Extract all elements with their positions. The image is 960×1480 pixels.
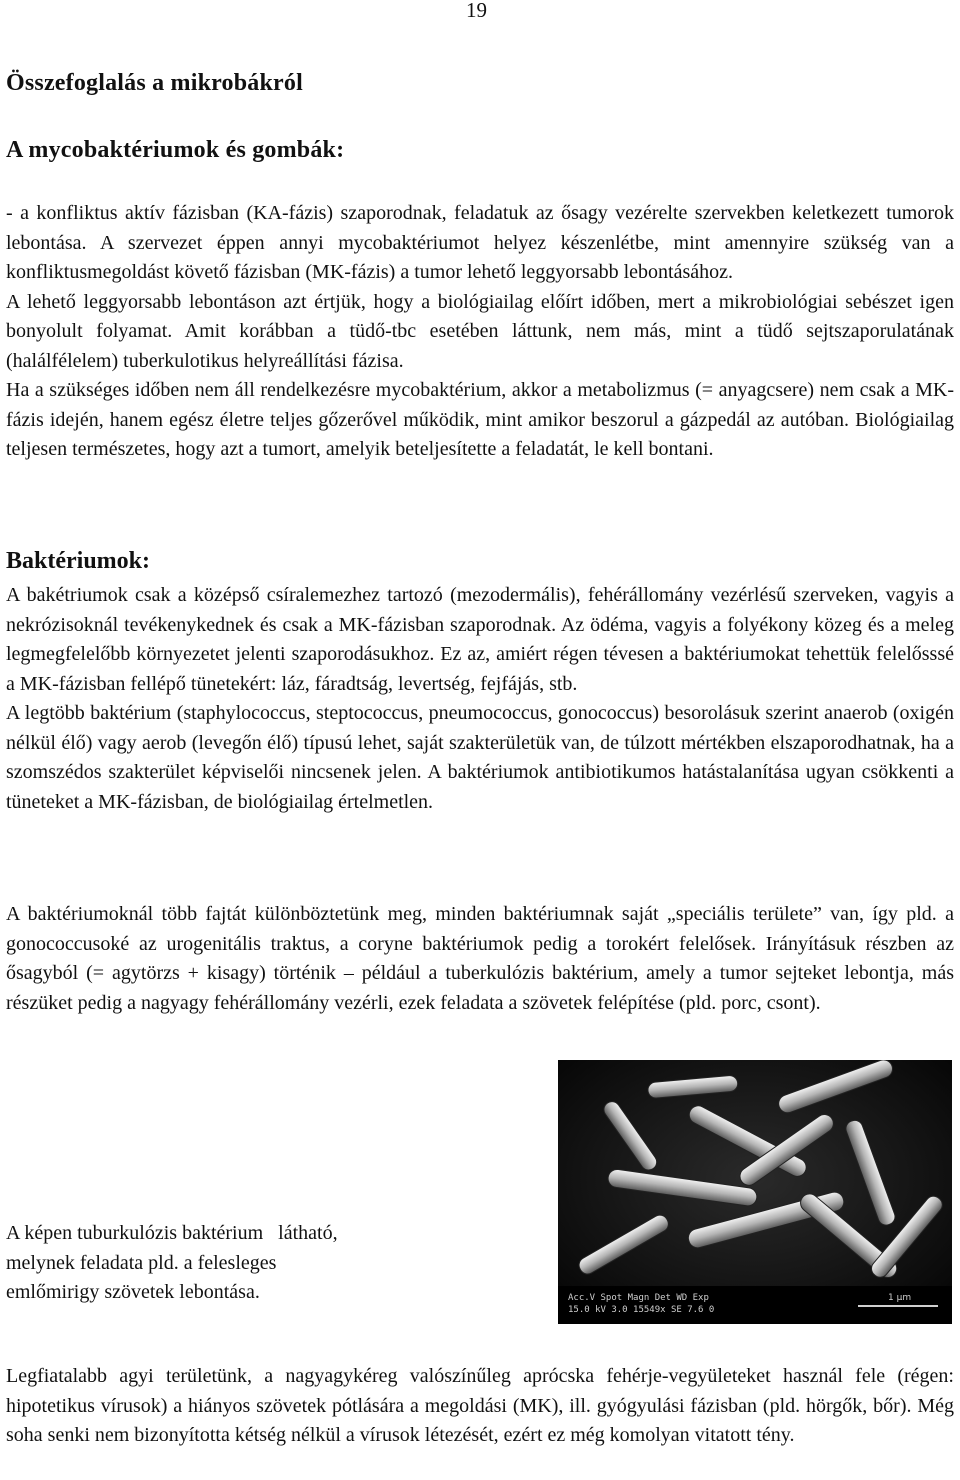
section-heading-bacteria: Baktériumok: [6, 548, 150, 574]
section-heading-mycobacteria: A mycobaktériumok és gombák: [6, 137, 345, 163]
micrograph-svg [558, 1060, 952, 1324]
section-mycobacteria [6, 199, 954, 465]
page-title: Összefoglalás a mikrobákról [6, 70, 303, 96]
page-number: 19 [466, 0, 487, 22]
paragraph: A bakétriumok csak a középső csíralemezhez tartozó (mezodermális), fehérállomány vezérlésű szerveken, vagyis a nekrózisoknál tevékenykednek és csak a MK-fázisban szaporodnak. Az ödéma, vagyis a folyékony közeg és a meleg legmegfelelőbb környezetet jelenti szaporodásukhoz. Ez az, amiért régen tévesen a baktériumokat tehettük felelősssé a MK-fázisban fellépő tünetekért: láz, fáradtság, levertség, fejfájás, stb. [6, 584, 954, 695]
paragraph: A lehető leggyorsabb lebontáson azt értjük, hogy a biológiailag előírt időben, mert a mikrobiológiai sebészet igen bonyolult folyamat. Amit korábban a tüdő-tbc esetében láttunk, nem más, mint a tüdő sejtszaporulatának (halálfélelem) tuberkulotikus helyreállítási fázisa. [6, 290, 954, 372]
paragraph: A baktériumoknál több fajtát különböztetünk meg, minden baktériumnak saját „speciális területe” van, így pld. a gonococcusoké az urogenitális traktus, a coryne baktériumok pedig a torokért felelősek. Irányításuk részben az ősagyból (= agytörzs + kisagy) történik – például a tuberkulózis baktérium, amely a tumor sejteket lebontja, más részüket pedig a nagyagy fehérállomány vezérli, ezek feladata a szövetek felépítése (pld. porc, csont). [6, 903, 954, 1014]
paragraph: Ha a szükséges időben nem áll rendelkezésre mycobaktérium, akkor a metabolizmus (= anyagcsere) nem csak a MK-fázis idején, hanem egész életre teljes gőzerővel működik, mint amikor beszorul a gázpedál az autóban. Biológiailag teljesen természetes, hogy azt a tumort, amelyik beteljesítette a feladatát, le kell bontani. [6, 379, 954, 460]
paragraph: A legtöbb baktérium (staphylococcus, steptococcus, pneumococcus, gonococcus) besorolásuk szerint anaerob (oxigén nélkül élő) vagy aerob (levegőn élő) típusú lehet, saját szakterületük van, de túlzott mértékben elszaporodhatnak, ha a szomszédos szakterület képviselői nincsenek jelen. A baktériumok antibiotikumos hatástalanítása ugyan csökkenti a tüneteket a MK-fázisban, de biológiailag értelmetlen. [6, 702, 954, 813]
image-metadata-row: Acc.V Spot Magn Det WD Exp [568, 1293, 709, 1303]
section-bacteria-types [6, 900, 954, 1018]
tuberculosis-micrograph-image [558, 1060, 952, 1324]
paragraph: - a konfliktus aktív fázisban (KA-fázis) szaporodnak, feladatuk az ősagy vezérelte szervekben keletkezett tumorok lebontása. A szervezet éppen annyi mycobaktériumot helyez készenlétbe, mint amennyire szükség van a konfliktusmegoldást követő fázisban (MK-fázis) a tumor lehető leggyorsabb lebontásához. [6, 202, 954, 283]
paragraph: Legfiatalabb agyi területünk, a nagyagykéreg valószínűleg aprócska fehérje-vegyületeket használ fele (régen: hipotetikus vírusok) a hiányos szövetek pótlására a megoldási (MK), ill. gyógyulási fázisban (pld. hörgők, bőr). Még soha senki nem bizonyította kétség nélkül a vírusok létezését, ezért ez még komolyan vitatott tény. [6, 1365, 954, 1446]
scale-bar-label: 1 µm [888, 1293, 912, 1303]
caption-line: emlőmirigy szövetek lebontása. [6, 1281, 260, 1303]
caption-line: melynek feladata pld. a felesleges [6, 1251, 277, 1274]
section-bacteria [6, 581, 954, 817]
section-viruses [6, 1362, 954, 1451]
caption-line: A képen tuburkulózis baktérium látható, [6, 1222, 338, 1244]
figure-caption [6, 1219, 436, 1308]
image-metadata-row: 15.0 kV 3.0 15549x SE 7.6 0 [568, 1305, 715, 1315]
